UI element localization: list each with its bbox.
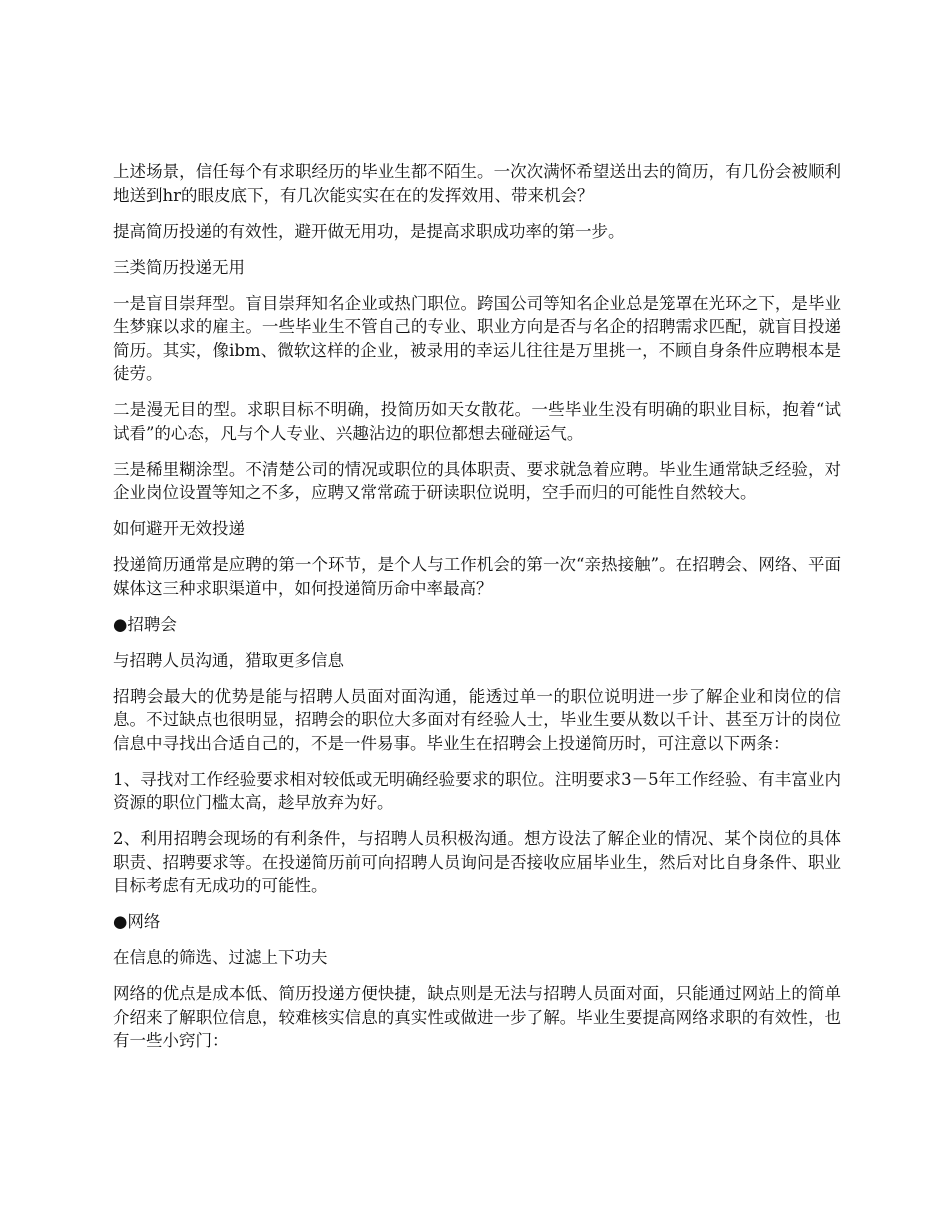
channels-paragraph: 投递简历通常是应聘的第一个环节，是个人与工作机会的第一次“亲热接触”。在招聘会、网络、平面媒体这三种求职渠道中，如何投递简历命中率最高？ <box>113 555 841 598</box>
tip-one-paragraph: 1、寻找对工作经验要求相对较低或无明确经验要求的职位。注明要求3－5年工作经验、有丰富业内资源的职位门槛太高，趁早放弃为好。 <box>113 769 841 812</box>
section-heading-useless: 三类简历投递无用 <box>113 257 245 277</box>
tip-two-paragraph: 2、利用招聘会现场的有利条件，与招聘人员积极沟通。想方设法了解企业的情况、某个岗位的具体职责、招聘要求等。在投递简历前可向招聘人员询问是否接收应届毕业生，然后对比自身条件、职业目标考虑有无成功的可能性。 <box>113 829 841 895</box>
type-two-paragraph: 二是漫无目的型。求职目标不明确，投简历如天女散花。一些毕业生没有明确的职业目标，抱着“试试看”的心态，凡与个人专业、兴趣沾边的职位都想去碰碰运气。 <box>113 400 841 443</box>
bullet-job-fair: ●招聘会 <box>113 614 177 634</box>
type-one-paragraph: 一是盲目崇拜型。盲目崇拜知名企业或热门职位。跨国公司等知名企业总是笼罩在光环之下，是毕业生梦寐以求的雇主。一些毕业生不管自己的专业、职业方向是否与名企的招聘需求匹配，就盲目投递简历。其实，像ibm、微软这样的企业，被录用的幸运儿往往是万里挑一，不顾自身条件应聘根本是徒劳。 <box>113 293 841 383</box>
job-fair-subheading: 与招聘人员沟通，猎取更多信息 <box>113 650 344 670</box>
network-paragraph: 网络的优点是成本低、简历投递方便快捷，缺点则是无法与招聘人员面对面，只能通过网站上的简单介绍来了解职位信息，较难核实信息的真实性或做进一步了解。毕业生要提高网络求职的有效性，也有一些小窍门： <box>113 984 841 1050</box>
type-three-paragraph: 三是稀里糊涂型。不清楚公司的情况或职位的具体职责、要求就急着应聘。毕业生通常缺乏经验，对企业岗位设置等知之不多，应聘又常常疏于研读职位说明，空手而归的可能性自然较大。 <box>113 459 841 502</box>
document-body <box>113 160 841 1065</box>
summary-paragraph: 提高简历投递的有效性，避开做无用功，是提高求职成功率的第一步。 <box>113 221 625 241</box>
job-fair-paragraph: 招聘会最大的优势是能与招聘人员面对面沟通，能透过单一的职位说明进一步了解企业和岗位的信息。不过缺点也很明显，招聘会的职位大多面对有经验人士，毕业生要从数以千计、甚至万计的岗位信息中寻找出合适自己的，不是一件易事。毕业生在招聘会上投递简历时，可注意以下两条： <box>113 686 841 753</box>
network-subheading: 在信息的筛选、过滤上下功夫 <box>113 948 328 967</box>
section-heading-avoid: 如何避开无效投递 <box>113 519 245 538</box>
bullet-network: ●网络 <box>113 912 161 931</box>
intro-paragraph: 上述场景，信任每个有求职经历的毕业生都不陌生。一次次满怀希望送出去的简历，有几份会被顺利地送到hr的眼皮底下，有几次能实实在在的发挥效用、带来机会？ <box>113 162 841 205</box>
